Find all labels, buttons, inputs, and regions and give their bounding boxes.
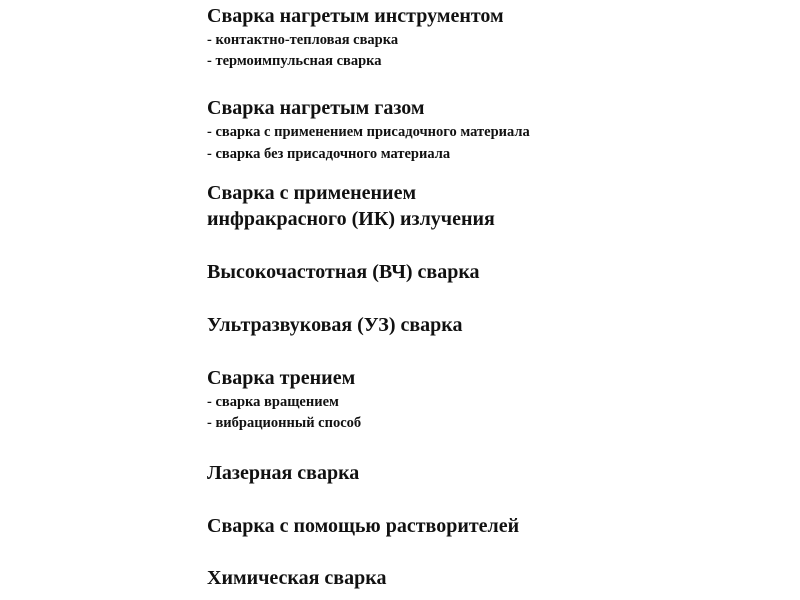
heading-ultrasonic-welding: Ультразвуковая (УЗ) сварка [207, 314, 463, 336]
subitem-with-filler-material: - сварка с применением присадочного материала [207, 124, 530, 140]
heading-solvent-welding: Сварка с помощью растворителей [207, 515, 520, 537]
heading-infrared-welding-line-2: инфракрасного (ИК) излучения [207, 208, 495, 230]
heading-laser-welding: Лазерная сварка [207, 462, 360, 484]
subitem-thermo-impulse-welding: - термоимпульсная сварка [207, 53, 382, 69]
heading-chemical-welding: Химическая сварка [207, 567, 387, 589]
subitem-rotation-welding: - сварка вращением [207, 394, 339, 410]
heading-high-frequency-welding: Высокочастотная (ВЧ) сварка [207, 261, 480, 283]
heading-hot-gas-welding: Сварка нагретым газом [207, 97, 425, 119]
heading-infrared-welding-line-1: Сварка с применением [207, 182, 417, 204]
subitem-contact-thermal-welding: - контактно-тепловая сварка [207, 32, 399, 48]
heading-heated-tool-welding: Сварка нагретым инструментом [207, 5, 504, 27]
subitem-vibration-method: - вибрационный способ [207, 415, 362, 431]
subitem-without-filler-material: - сварка без присадочного материала [207, 146, 451, 162]
heading-friction-welding: Сварка трением [207, 367, 356, 389]
